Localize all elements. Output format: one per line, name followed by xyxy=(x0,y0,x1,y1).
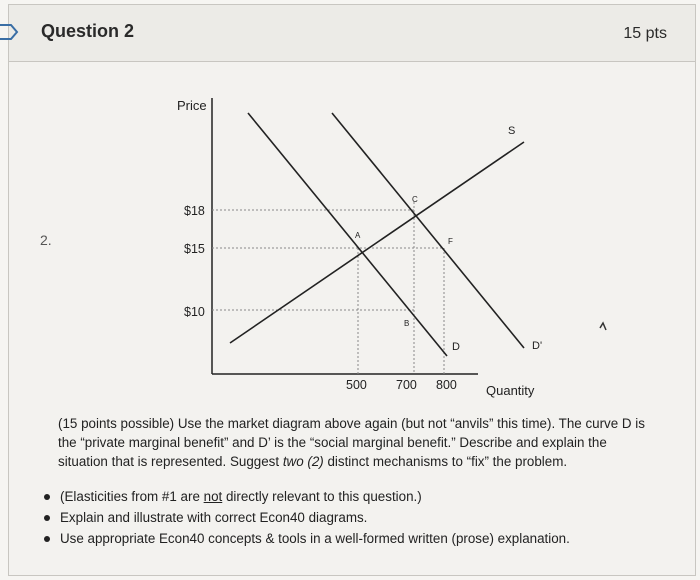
social-demand-curve xyxy=(332,113,524,348)
instruction-list xyxy=(40,486,680,549)
question-title: Question 2 xyxy=(41,21,135,41)
prompt-text: (15 points possible) Use the market diagram above again (but not “anvils” this time). The curve D is the “private marginal benefit” and D’ is the “social marginal benefit.” Describe and explain the situation that is represented. Suggest xyxy=(58,416,645,469)
bullet-text: Explain and illustrate with correct Econ40 diagrams. xyxy=(60,510,368,525)
list-item xyxy=(40,507,680,528)
bullet-icon xyxy=(44,515,50,521)
bullet-text-end: directly relevant to this question.) xyxy=(222,489,422,504)
point-label-f: F xyxy=(448,237,453,246)
question-number: 2. xyxy=(40,232,52,248)
point-label-b: B xyxy=(404,319,410,328)
bullet-emphasis: not xyxy=(203,489,223,504)
bullet-text: (Elasticities from #1 are xyxy=(60,489,204,504)
quantity-tick: 800 xyxy=(436,378,457,392)
prompt-text-end: distinct mechanisms to “fix” the problem. xyxy=(323,454,568,469)
pen-mark xyxy=(600,323,606,330)
bullet-icon xyxy=(44,536,50,542)
price-axis-label: Price xyxy=(177,98,207,113)
supply-curve xyxy=(230,142,524,343)
quantity-tick: 500 xyxy=(346,378,367,392)
list-item xyxy=(40,528,680,549)
private-demand-label: D xyxy=(452,341,460,353)
quantity-axis-label: Quantity xyxy=(486,383,535,398)
bullet-text: Use appropriate Econ40 concepts & tools in a well-formed written (prose) explanation. xyxy=(60,531,570,546)
price-tick: $18 xyxy=(184,204,205,218)
prompt-emphasis: two (2) xyxy=(282,454,324,469)
bullet-icon xyxy=(44,494,50,500)
supply-label: S xyxy=(508,125,516,137)
question-points: 15 pts xyxy=(623,25,667,42)
point-label-a: A xyxy=(355,231,361,240)
private-demand-curve xyxy=(248,113,447,356)
price-tick: $10 xyxy=(184,305,205,319)
point-label-c: C xyxy=(412,195,418,204)
quantity-tick: 700 xyxy=(396,378,417,392)
list-item xyxy=(40,486,680,507)
question-prompt xyxy=(58,414,658,471)
price-tick: $15 xyxy=(184,242,205,256)
social-demand-label: D' xyxy=(532,340,543,352)
